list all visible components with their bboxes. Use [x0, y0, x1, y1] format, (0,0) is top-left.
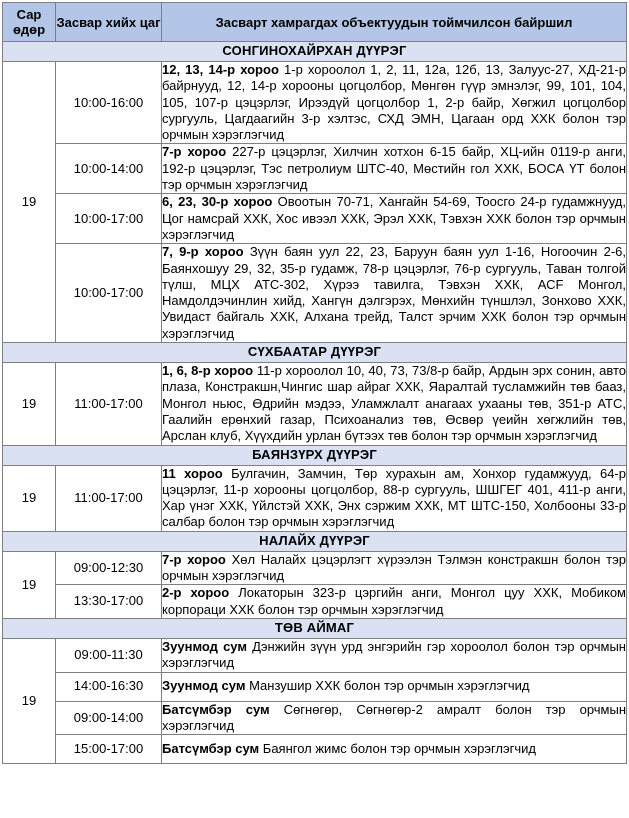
area-label: Батсүмбэр сум	[162, 740, 260, 756]
district-name: НАЛАЙХ ДҮҮРЭГ	[3, 531, 627, 551]
area-label: Батсүмбэр сум	[162, 701, 270, 717]
area-label: 2-р хороо	[162, 585, 230, 601]
area-label: Зуунмод сум	[162, 638, 247, 654]
day-cell: 19	[3, 363, 56, 445]
outage-schedule-table	[2, 2, 627, 764]
time-cell: 15:00-17:00	[56, 735, 162, 764]
location-text: 227-р цэцэрлэг, Хилчин хотхон 6-15 байр, ХЦ-ийн 0119-р анги, 192-р цэцэрлэг, Тэс петролиум ШТС-40, Мөстийн гол ХХК, БОСА ҮТ болон тэр орчмын хэрэглэгчид	[162, 144, 626, 193]
header-time: Засвар хийх цаг	[56, 3, 162, 42]
location-text: Хөл Налайх цэцэрлэгт хүрээлэн Тэлмэн констракшн болон тэр орчмын хэрэглэгчид	[162, 551, 626, 584]
area-label: 7-р хороо	[162, 551, 226, 567]
time-cell: 10:00-16:00	[56, 62, 162, 144]
time-cell: 11:00-17:00	[56, 363, 162, 445]
area-label: 7, 9-р хороо	[162, 244, 244, 260]
location-cell	[162, 672, 627, 701]
area-label: 12, 13, 14-р хороо	[162, 62, 279, 77]
table-row	[3, 585, 627, 619]
day-cell: 19	[3, 465, 56, 531]
location-cell	[162, 701, 627, 735]
day-cell: 19	[3, 551, 56, 618]
location-text: 1-р хороолол 1, 2, 11, 12а, 12б, 13, Залуус-27, ХД-21-р байрнууд, 12, 14-р хорооны цогцолбор, Мөнгөн гүүр эмнэлэг, 99, 101, 104, 105, 107-р цэцэрлэг, Ирээдүй цогцолбор 1, 2-р байр, Хөгжил цогцолбор сургууль, Цагдаагийн 3-р хэлтэс, СХД ЭМН, Цагаан орд ХХК болон тэр орчмын хэрэглэгчид	[162, 62, 626, 143]
time-cell: 09:00-14:00	[56, 701, 162, 735]
table-header-row	[3, 3, 627, 42]
table-row	[3, 244, 627, 343]
location-cell	[162, 244, 627, 343]
district-name: СОНГИНОХАЙРХАН ДҮҮРЭГ	[3, 42, 627, 62]
table-row	[3, 363, 627, 445]
district-row	[3, 42, 627, 62]
time-cell: 11:00-17:00	[56, 465, 162, 531]
header-location: Засварт хамрагдах объектуудын тоймчилсон байршил	[162, 3, 627, 42]
district-row	[3, 531, 627, 551]
time-cell: 10:00-17:00	[56, 194, 162, 244]
location-cell	[162, 363, 627, 445]
area-label: 11 хороо	[162, 465, 223, 481]
area-label: Зуунмод сум	[162, 678, 246, 694]
location-text: Сөгнөгөр, Сөгнөгөр-2 амралт болон тэр орчмын хэрэглэгчид	[162, 701, 626, 733]
district-name: ТӨВ АЙМАГ	[3, 618, 627, 638]
area-label: 6, 23, 30-р хороо	[162, 194, 273, 210]
district-row	[3, 618, 627, 638]
time-cell: 10:00-14:00	[56, 144, 162, 194]
area-label: 1, 6, 8-р хороо	[162, 363, 254, 379]
time-cell: 13:30-17:00	[56, 585, 162, 619]
time-cell: 10:00-17:00	[56, 244, 162, 343]
location-text: Овоотын 70-71, Хангайн 54-69, Тоосго 24-р гудамжнууд, Цог намсрай ХХК, Хос ивээл ХХК, Эрэл ХХК, Тэвхэн ХХК болон тэр орчмын хэрэглэгчид	[162, 194, 626, 242]
table-row	[3, 638, 627, 672]
location-cell	[162, 144, 627, 194]
table-row	[3, 144, 627, 194]
time-cell: 09:00-11:30	[56, 638, 162, 672]
table-row	[3, 465, 627, 531]
location-text: 11-р хороолол 10, 40, 73, 73/8-р байр, Ардын эрх сонин, авто плаза, Констракшн,Чингис шар айраг ХХК, Яаралтай тусламжийн төв бааз, Монгол ньюс, Өдрийн мэдээ, Уламжлалт анагаах ухааны төв, 351-р АТС, Гаалийн ерөнхий газар, Психоанализ төв, Өсвөр үеийн хөгжлийн төв, Арслан клуб, Хүүхдийн урлан бүтээх төв болон тэр орчмын хэрэглэгчид	[162, 363, 626, 444]
location-cell	[162, 735, 627, 764]
location-text: Дэнжийн зүүн урд энгэрийн гэр хороолол болон тэр орчмын хэрэглэгчид	[162, 638, 626, 671]
table-row	[3, 701, 627, 735]
district-row	[3, 445, 627, 465]
location-cell	[162, 638, 627, 672]
table-row	[3, 735, 627, 764]
district-row	[3, 343, 627, 363]
day-cell: 19	[3, 62, 56, 343]
location-cell	[162, 585, 627, 619]
location-text: Зүүн баян уул 22, 23, Баруун баян уул 1-16, Ногоочин 2-6, Баянхошуу 29, 32, 35-р гудамж, 78-р цэцэрлэг, 76-р сургууль, Таван толгой түлш, МЦХ АТС-302, Хүрээ тавилга, Тэвхэн ХХК, АСF Монгол, Намдолдэчинлин хийд, Хангүн дэлгэрэх, Мөнхийн түншлэл, Зонхово ХХК, Увидаст байгаль ХХК, Алхана трейд, Талст эрчим ХХК болон тэр орчмын хэрэглэгчид	[162, 244, 626, 341]
location-text: Манзушир ХХК болон тэр орчмын хэрэглэгчид	[245, 678, 530, 694]
location-text: Булгачин, Замчин, Төр хурахын ам, Хонхор гудамжууд, 64-р цэцэрлэг, 11-р хорооны цогцолбор, 88-р сургууль, ШШГЕГ 401, 411-р анги, Хар үнэг ХХК, Үйлстэй ХХК, Энх сэржим ХХК, МТ ШТС-150, Холбооны 33-р салбар болон тэр орчмын хэрэглэгчид	[162, 465, 626, 530]
district-name: СҮХБААТАР ДҮҮРЭГ	[3, 343, 627, 363]
area-label: 7-р хороо	[162, 144, 227, 160]
time-cell: 09:00-12:30	[56, 551, 162, 585]
table-row	[3, 194, 627, 244]
location-text: Баянгол жимс болон тэр орчмын хэрэглэгчид	[259, 740, 536, 756]
table-row	[3, 672, 627, 701]
table-row	[3, 551, 627, 585]
location-cell	[162, 62, 627, 144]
location-cell	[162, 194, 627, 244]
location-text: Локаторын 323-р цэргийн анги, Монгол цуу ХХК, Мобиком корпораци ХХК болон тэр орчмын хэрэглэгчид	[162, 585, 626, 617]
district-name: БАЯНЗҮРХ ДҮҮРЭГ	[3, 445, 627, 465]
header-day: Сар өдөр	[3, 3, 56, 42]
day-cell: 19	[3, 638, 56, 763]
table-row	[3, 62, 627, 144]
location-cell	[162, 465, 627, 531]
location-cell	[162, 551, 627, 585]
time-cell: 14:00-16:30	[56, 672, 162, 701]
